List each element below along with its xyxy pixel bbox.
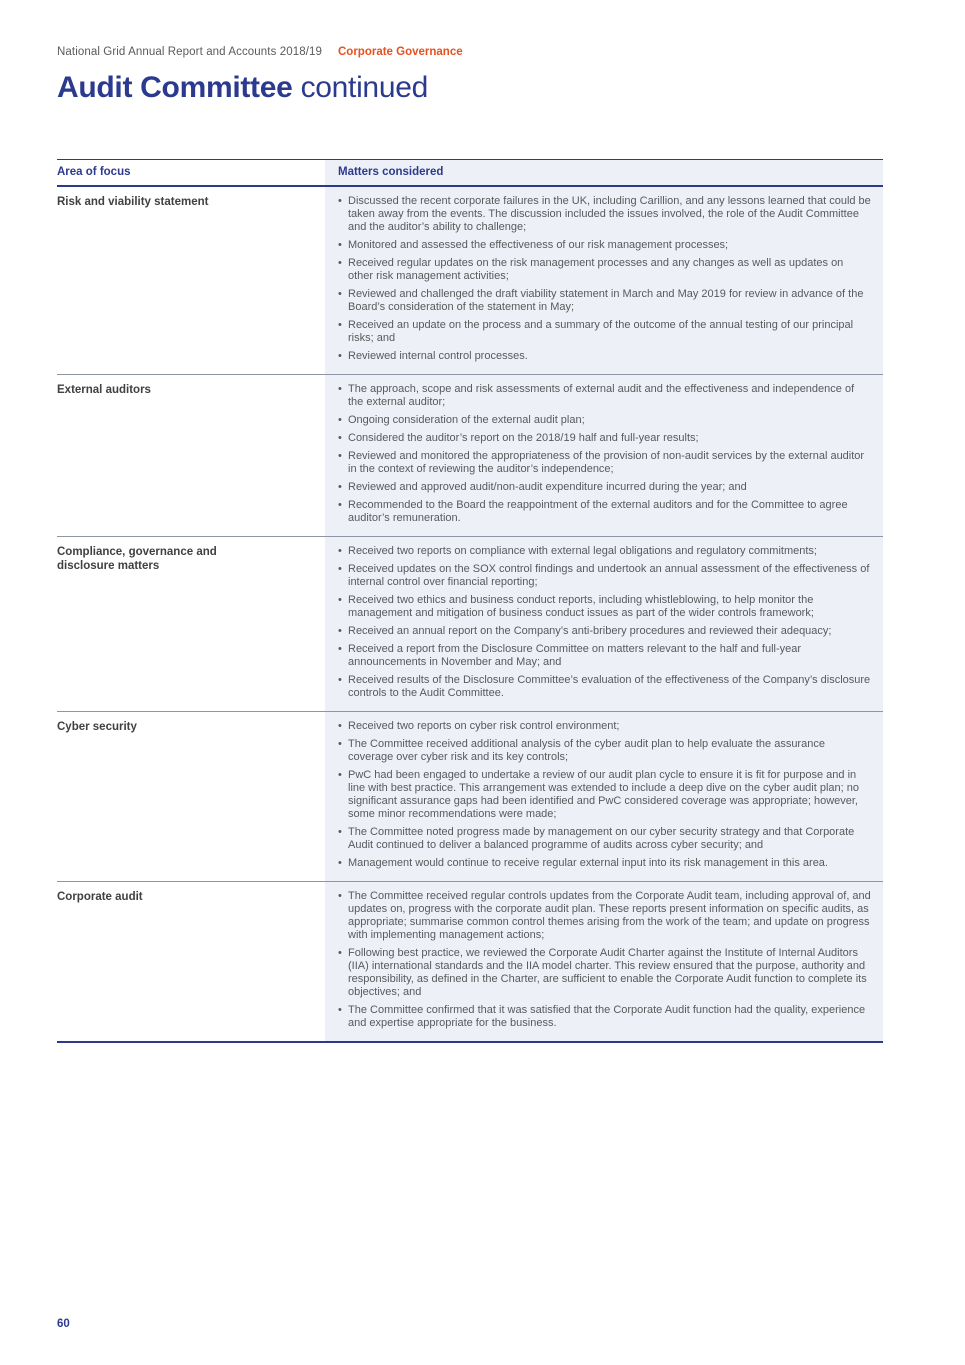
matters-considered-cell bbox=[325, 375, 883, 536]
bullet-item: • Received an annual report on the Company’s anti-bribery procedures and reviewed their adequacy; bbox=[338, 625, 871, 638]
bullet-list bbox=[338, 545, 871, 700]
area-label: Cyber security bbox=[57, 721, 137, 733]
table-row bbox=[57, 536, 883, 711]
bullet-item: • Received updates on the SOX control findings and undertook an annual assessment of the effectiveness of internal control over financial reporting; bbox=[338, 563, 871, 589]
matters-considered-cell bbox=[325, 187, 883, 374]
bullet-item: • The Committee received regular controls updates from the Corporate Audit team, including approval of, and updates on, progress with the corporate audit plan. These reports present information on specific audits, as appropriate; summarise common control themes arising from the work of the team; and update on progress with implementing management actions; bbox=[338, 890, 871, 942]
table-row bbox=[57, 374, 883, 536]
bullet-item: • Reviewed and approved audit/non-audit expenditure incurred during the year; and bbox=[338, 481, 871, 494]
area-label: Compliance, governance and disclosure matters bbox=[57, 546, 217, 572]
bullet-item: • Following best practice, we reviewed the Corporate Audit Charter against the Institute of Internal Auditors (IIA) international standards and the IIA model charter. This review ensured that the purpose, authority and responsibility, as defined in the Charter, are sufficient to enable the Corporate Audit function to complete its objectives; and bbox=[338, 947, 871, 999]
page-title-suffix: continued bbox=[300, 71, 428, 104]
page-number: 60 bbox=[57, 1318, 70, 1330]
bullet-item: • The Committee confirmed that it was satisfied that the Corporate Audit function had the quality, experience and expertise appropriate for the business. bbox=[338, 1004, 871, 1030]
bullet-list bbox=[338, 720, 871, 870]
bullet-item: • PwC had been engaged to undertake a review of our audit plan cycle to ensure it is fit for purpose and in line with best practice. This arrangement was extended to include a deep dive on the cyber audit plan; no significant assurance gaps had been identified and PwC considered coverage was appropriate; however, some minor recommendations were made; bbox=[338, 769, 871, 821]
bullet-item: • Received an update on the process and a summary of the outcome of the annual testing of our principal risks; and bbox=[338, 319, 871, 345]
table-row bbox=[57, 881, 883, 1041]
bullet-item: • Received regular updates on the risk management processes and any changes as well as updates on other risk management activities; bbox=[338, 257, 871, 283]
area-of-focus-cell bbox=[57, 712, 325, 881]
bullet-list bbox=[338, 890, 871, 1030]
report-title: National Grid Annual Report and Accounts 2018/19 bbox=[57, 46, 323, 58]
page-header bbox=[57, 46, 883, 58]
bullet-item: • Received two reports on cyber risk control environment; bbox=[338, 720, 871, 733]
audit-committee-table bbox=[57, 159, 883, 1043]
area-label: External auditors bbox=[57, 384, 151, 396]
bullet-item: • Received results of the Disclosure Committee’s evaluation of the effectiveness of the Company’s disclosure controls to the Audit Committee. bbox=[338, 674, 871, 700]
document-page bbox=[57, 0, 883, 1043]
matters-considered-cell bbox=[325, 712, 883, 881]
bullet-item: • Received two reports on compliance with external legal obligations and regulatory commitments; bbox=[338, 545, 871, 558]
bullet-list bbox=[338, 383, 871, 525]
bullet-item: • Discussed the recent corporate failures in the UK, including Carillion, and any lessons learned that could be taken away from the events. The discussion included the issues involved, the role of the Audit Committee and the auditor’s ability to challenge; bbox=[338, 195, 871, 234]
area-of-focus-cell bbox=[57, 882, 325, 1041]
bullet-item: • Reviewed internal control processes. bbox=[338, 350, 871, 363]
table-header-row bbox=[57, 160, 883, 187]
column-header-matters-considered: Matters considered bbox=[325, 160, 883, 185]
bullet-item: • Ongoing consideration of the external audit plan; bbox=[338, 414, 871, 427]
area-of-focus-cell bbox=[57, 187, 325, 374]
bullet-item: • The Committee noted progress made by management on our cyber security strategy and that Corporate Audit continued to deliver a balanced programme of audits across cyber security; and bbox=[338, 826, 871, 852]
bullet-item: • Monitored and assessed the effectiveness of our risk management processes; bbox=[338, 239, 871, 252]
bullet-item: • The Committee received additional analysis of the cyber audit plan to help evaluate the assurance coverage over cyber risk and its key controls; bbox=[338, 738, 871, 764]
matters-considered-cell bbox=[325, 537, 883, 711]
table-row bbox=[57, 711, 883, 881]
bullet-item: • Considered the auditor’s report on the 2018/19 half and full-year results; bbox=[338, 432, 871, 445]
bullet-item: • Recommended to the Board the reappointment of the external auditors and for the Committee to agree auditor’s remuneration. bbox=[338, 499, 871, 525]
page-title-bold: Audit Committee bbox=[57, 71, 293, 104]
matters-considered-cell bbox=[325, 882, 883, 1041]
area-label: Corporate audit bbox=[57, 891, 143, 903]
area-of-focus-cell bbox=[57, 537, 325, 711]
column-header-area-of-focus: Area of focus bbox=[57, 166, 131, 178]
area-label: Risk and viability statement bbox=[57, 196, 209, 208]
bullet-item: • Reviewed and challenged the draft viability statement in March and May 2019 for review in advance of the Board’s consideration of the statement in May; bbox=[338, 288, 871, 314]
bullet-item: • Received a report from the Disclosure Committee on matters relevant to the half and full-year announcements in November and May; and bbox=[338, 643, 871, 669]
bullet-item: • Management would continue to receive regular external input into its risk management in this area. bbox=[338, 857, 871, 870]
bullet-list bbox=[338, 195, 871, 363]
bullet-item: • The approach, scope and risk assessments of external audit and the effectiveness and independence of the external auditor; bbox=[338, 383, 871, 409]
bullet-item: • Received two ethics and business conduct reports, including whistleblowing, to help monitor the management and mitigation of business conduct issues as part of the wider controls framework; bbox=[338, 594, 871, 620]
table-body bbox=[57, 187, 883, 1043]
area-of-focus-cell bbox=[57, 375, 325, 536]
bullet-item: • Reviewed and monitored the appropriateness of the provision of non-audit services by the external auditor in the context of reviewing the auditor’s independence; bbox=[338, 450, 871, 476]
page-title bbox=[57, 71, 883, 105]
table-row bbox=[57, 187, 883, 374]
section-label: Corporate Governance bbox=[338, 46, 463, 58]
